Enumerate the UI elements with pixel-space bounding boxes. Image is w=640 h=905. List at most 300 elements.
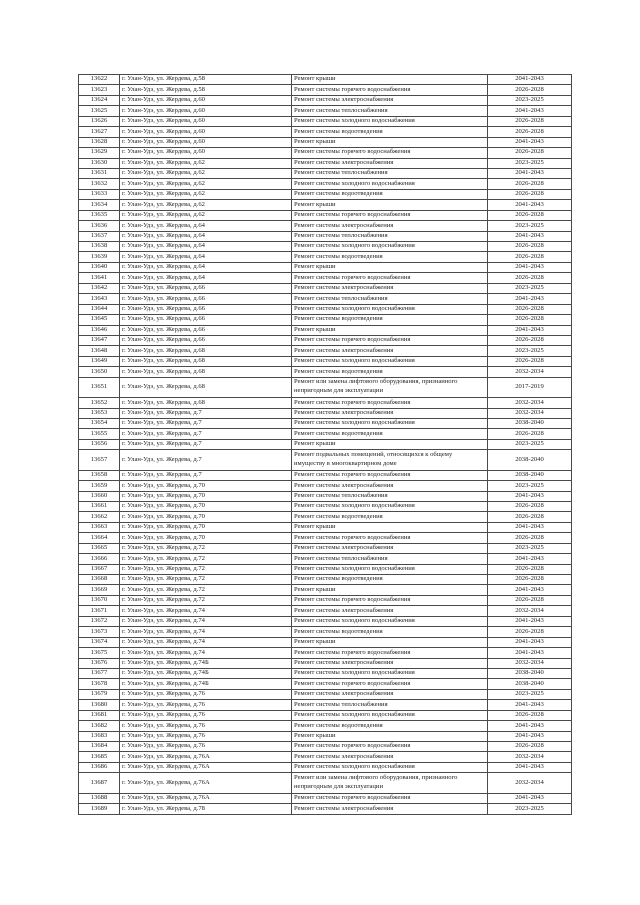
table-row [79, 75, 572, 85]
work-type-cell: Ремонт системы водоотведения [292, 429, 488, 439]
period-cell: 2041-2043 [488, 721, 572, 731]
row-number-cell: 13629 [79, 148, 120, 158]
work-type-cell: Ремонт крыши [292, 522, 488, 532]
table-row [79, 512, 572, 522]
row-number-cell: 13644 [79, 304, 120, 314]
address-cell: г. Улан-Удэ, ул. Жердева, д.70 [120, 512, 292, 522]
work-type-cell: Ремонт или замена лифтового оборудования, признанного непригодным для эксплуатации [292, 773, 488, 793]
period-cell: 2041-2043 [488, 262, 572, 272]
table-row [79, 481, 572, 491]
row-number-cell: 13625 [79, 106, 120, 116]
table-row [79, 367, 572, 377]
table-row [79, 637, 572, 647]
table-row [79, 793, 572, 803]
period-cell: 2032-2034 [488, 398, 572, 408]
address-cell: г. Улан-Удэ, ул. Жердева, д.76 [120, 700, 292, 710]
row-number-cell: 13643 [79, 294, 120, 304]
address-cell: г. Улан-Удэ, ул. Жердева, д.72 [120, 575, 292, 585]
address-cell: г. Улан-Удэ, ул. Жердева, д.7 [120, 408, 292, 418]
work-type-cell: Ремонт системы электроснабжения [292, 804, 488, 814]
row-number-cell: 13634 [79, 200, 120, 210]
table-row [79, 189, 572, 199]
address-cell: г. Улан-Удэ, ул. Жердева, д.68 [120, 367, 292, 377]
work-type-cell: Ремонт системы электроснабжения [292, 606, 488, 616]
row-number-cell: 13663 [79, 522, 120, 532]
address-cell: г. Улан-Удэ, ул. Жердева, д.74 [120, 606, 292, 616]
table-row [79, 752, 572, 762]
table-row [79, 418, 572, 428]
address-cell: г. Улан-Удэ, ул. Жердева, д.64 [120, 221, 292, 231]
period-cell: 2041-2043 [488, 106, 572, 116]
row-number-cell: 13662 [79, 512, 120, 522]
table-row [79, 85, 572, 95]
table-row [79, 470, 572, 480]
row-number-cell: 13670 [79, 595, 120, 605]
period-cell: 2026-2028 [488, 533, 572, 543]
address-cell: г. Улан-Удэ, ул. Жердева, д.62 [120, 200, 292, 210]
work-type-cell: Ремонт системы электроснабжения [292, 346, 488, 356]
table-row [79, 179, 572, 189]
row-number-cell: 13650 [79, 367, 120, 377]
address-cell: г. Улан-Удэ, ул. Жердева, д.58 [120, 75, 292, 85]
address-cell: г. Улан-Удэ, ул. Жердева, д.60 [120, 116, 292, 126]
period-cell: 2023-2025 [488, 346, 572, 356]
address-cell: г. Улан-Удэ, ул. Жердева, д.72 [120, 554, 292, 564]
work-type-cell: Ремонт системы водоотведения [292, 512, 488, 522]
row-number-cell: 13624 [79, 95, 120, 105]
table-row [79, 710, 572, 720]
table-row [79, 762, 572, 772]
row-number-cell: 13648 [79, 346, 120, 356]
work-type-cell: Ремонт системы горячего водоснабжения [292, 648, 488, 658]
row-number-cell: 13632 [79, 179, 120, 189]
address-cell: г. Улан-Удэ, ул. Жердева, д.70 [120, 501, 292, 511]
address-cell: г. Улан-Удэ, ул. Жердева, д.74 [120, 616, 292, 626]
address-cell: г. Улан-Удэ, ул. Жердева, д.62 [120, 168, 292, 178]
address-cell: г. Улан-Удэ, ул. Жердева, д.60 [120, 106, 292, 116]
row-number-cell: 13664 [79, 533, 120, 543]
period-cell: 2026-2028 [488, 210, 572, 220]
work-type-cell: Ремонт системы горячего водоснабжения [292, 210, 488, 220]
period-cell: 2023-2025 [488, 481, 572, 491]
row-number-cell: 13623 [79, 85, 120, 95]
work-type-cell: Ремонт системы электроснабжения [292, 283, 488, 293]
work-type-cell: Ремонт системы теплоснабжения [292, 294, 488, 304]
row-number-cell: 13653 [79, 408, 120, 418]
period-cell: 2026-2028 [488, 148, 572, 158]
work-type-cell: Ремонт крыши [292, 637, 488, 647]
work-type-cell: Ремонт системы горячего водоснабжения [292, 742, 488, 752]
table-row [79, 137, 572, 147]
row-number-cell: 13687 [79, 773, 120, 793]
period-cell: 2038-2040 [488, 668, 572, 678]
period-cell: 2026-2028 [488, 315, 572, 325]
address-cell: г. Улан-Удэ, ул. Жердева, д.72 [120, 564, 292, 574]
work-type-cell: Ремонт системы электроснабжения [292, 543, 488, 553]
table-row [79, 315, 572, 325]
work-type-cell: Ремонт системы горячего водоснабжения [292, 470, 488, 480]
period-cell: 2038-2040 [488, 679, 572, 689]
period-cell: 2026-2028 [488, 710, 572, 720]
table-row [79, 210, 572, 220]
period-cell: 2041-2043 [488, 616, 572, 626]
address-cell: г. Улан-Удэ, ул. Жердева, д.7 [120, 418, 292, 428]
row-number-cell: 13665 [79, 543, 120, 553]
table-row [79, 564, 572, 574]
row-number-cell: 13676 [79, 658, 120, 668]
work-type-cell: Ремонт системы теплоснабжения [292, 231, 488, 241]
table-row [79, 627, 572, 637]
work-type-cell: Ремонт системы горячего водоснабжения [292, 595, 488, 605]
work-type-cell: Ремонт системы холодного водоснабжения [292, 242, 488, 252]
work-type-cell: Ремонт системы электроснабжения [292, 752, 488, 762]
work-type-cell: Ремонт системы электроснабжения [292, 158, 488, 168]
table-row [79, 585, 572, 595]
period-cell: 2038-2040 [488, 470, 572, 480]
table-row [79, 242, 572, 252]
row-number-cell: 13680 [79, 700, 120, 710]
work-type-cell: Ремонт крыши [292, 325, 488, 335]
table-row [79, 543, 572, 553]
table-row [79, 168, 572, 178]
address-cell: г. Улан-Удэ, ул. Жердева, д.70 [120, 491, 292, 501]
address-cell: г. Улан-Удэ, ул. Жердева, д.76 [120, 742, 292, 752]
table-row [79, 533, 572, 543]
row-number-cell: 13645 [79, 315, 120, 325]
work-type-cell: Ремонт системы холодного водоснабжения [292, 564, 488, 574]
address-cell: г. Улан-Удэ, ул. Жердева, д.76 [120, 731, 292, 741]
work-type-cell: Ремонт системы холодного водоснабжения [292, 304, 488, 314]
row-number-cell: 13628 [79, 137, 120, 147]
work-type-cell: Ремонт системы холодного водоснабжения [292, 418, 488, 428]
address-cell: г. Улан-Удэ, ул. Жердева, д.62 [120, 179, 292, 189]
period-cell: 2032-2034 [488, 606, 572, 616]
row-number-cell: 13655 [79, 429, 120, 439]
row-number-cell: 13673 [79, 627, 120, 637]
address-cell: г. Улан-Удэ, ул. Жердева, д.66 [120, 283, 292, 293]
work-type-cell: Ремонт крыши [292, 439, 488, 449]
address-cell: г. Улан-Удэ, ул. Жердева, д.68 [120, 356, 292, 366]
address-cell: г. Улан-Удэ, ул. Жердева, д.76 [120, 721, 292, 731]
period-cell: 2023-2025 [488, 689, 572, 699]
work-type-cell: Ремонт системы водоотведения [292, 627, 488, 637]
row-number-cell: 13678 [79, 679, 120, 689]
address-cell: г. Улан-Удэ, ул. Жердева, д.74 [120, 648, 292, 658]
row-number-cell: 13642 [79, 283, 120, 293]
address-cell: г. Улан-Удэ, ул. Жердева, д.72 [120, 585, 292, 595]
period-cell: 2041-2043 [488, 522, 572, 532]
table-row [79, 689, 572, 699]
row-number-cell: 13635 [79, 210, 120, 220]
table-row [79, 335, 572, 345]
table-row [79, 158, 572, 168]
row-number-cell: 13627 [79, 127, 120, 137]
period-cell: 2041-2043 [488, 325, 572, 335]
table-row [79, 501, 572, 511]
address-cell: г. Улан-Удэ, ул. Жердева, д.68 [120, 346, 292, 356]
period-cell: 2026-2028 [488, 356, 572, 366]
work-type-cell: Ремонт системы горячего водоснабжения [292, 398, 488, 408]
address-cell: г. Улан-Удэ, ул. Жердева, д.78 [120, 804, 292, 814]
work-type-cell: Ремонт системы холодного водоснабжения [292, 668, 488, 678]
address-cell: г. Улан-Удэ, ул. Жердева, д.7 [120, 439, 292, 449]
address-cell: г. Улан-Удэ, ул. Жердева, д.58 [120, 85, 292, 95]
table-row [79, 606, 572, 616]
table-row [79, 595, 572, 605]
table-row [79, 408, 572, 418]
address-cell: г. Улан-Удэ, ул. Жердева, д.76А [120, 752, 292, 762]
work-type-cell: Ремонт системы горячего водоснабжения [292, 679, 488, 689]
row-number-cell: 13633 [79, 189, 120, 199]
table-row [79, 116, 572, 126]
address-cell: г. Улан-Удэ, ул. Жердева, д.62 [120, 158, 292, 168]
address-cell: г. Улан-Удэ, ул. Жердева, д.74Б [120, 658, 292, 668]
address-cell: г. Улан-Удэ, ул. Жердева, д.70 [120, 533, 292, 543]
period-cell: 2023-2025 [488, 543, 572, 553]
table-row [79, 283, 572, 293]
period-cell: 2023-2025 [488, 283, 572, 293]
period-cell: 2026-2028 [488, 304, 572, 314]
address-cell: г. Улан-Удэ, ул. Жердева, д.70 [120, 481, 292, 491]
address-cell: г. Улан-Удэ, ул. Жердева, д.66 [120, 294, 292, 304]
table-row [79, 398, 572, 408]
row-number-cell: 13630 [79, 158, 120, 168]
row-number-cell: 13660 [79, 491, 120, 501]
table-body [79, 75, 572, 815]
address-cell: г. Улан-Удэ, ул. Жердева, д.64 [120, 231, 292, 241]
period-cell: 2041-2043 [488, 762, 572, 772]
work-type-cell: Ремонт или замена лифтового оборудования, признанного непригодным для эксплуатации [292, 377, 488, 397]
table-row [79, 346, 572, 356]
period-cell: 2032-2034 [488, 773, 572, 793]
period-cell: 2038-2040 [488, 418, 572, 428]
table-row [79, 731, 572, 741]
table-row [79, 262, 572, 272]
table-row [79, 95, 572, 105]
table-row [79, 658, 572, 668]
address-cell: г. Улан-Удэ, ул. Жердева, д.60 [120, 95, 292, 105]
work-type-cell: Ремонт системы горячего водоснабжения [292, 335, 488, 345]
address-cell: г. Улан-Удэ, ул. Жердева, д.74Б [120, 679, 292, 689]
row-number-cell: 13684 [79, 742, 120, 752]
address-cell: г. Улан-Удэ, ул. Жердева, д.66 [120, 325, 292, 335]
row-number-cell: 13689 [79, 804, 120, 814]
address-cell: г. Улан-Удэ, ул. Жердева, д.76А [120, 793, 292, 803]
work-type-cell: Ремонт системы теплоснабжения [292, 168, 488, 178]
address-cell: г. Улан-Удэ, ул. Жердева, д.64 [120, 242, 292, 252]
row-number-cell: 13647 [79, 335, 120, 345]
period-cell: 2026-2028 [488, 252, 572, 262]
work-type-cell: Ремонт системы горячего водоснабжения [292, 148, 488, 158]
capital-repair-table [78, 74, 572, 815]
period-cell: 2041-2043 [488, 168, 572, 178]
period-cell: 2041-2043 [488, 793, 572, 803]
row-number-cell: 13677 [79, 668, 120, 678]
period-cell: 2023-2025 [488, 439, 572, 449]
address-cell: г. Улан-Удэ, ул. Жердева, д.74 [120, 637, 292, 647]
row-number-cell: 13666 [79, 554, 120, 564]
row-number-cell: 13622 [79, 75, 120, 85]
period-cell: 2023-2025 [488, 95, 572, 105]
work-type-cell: Ремонт системы электроснабжения [292, 221, 488, 231]
row-number-cell: 13640 [79, 262, 120, 272]
table-row [79, 575, 572, 585]
work-type-cell: Ремонт системы холодного водоснабжения [292, 710, 488, 720]
period-cell: 2041-2043 [488, 200, 572, 210]
work-type-cell: Ремонт крыши [292, 731, 488, 741]
address-cell: г. Улан-Удэ, ул. Жердева, д.7 [120, 470, 292, 480]
address-cell: г. Улан-Удэ, ул. Жердева, д.7 [120, 429, 292, 439]
row-number-cell: 13626 [79, 116, 120, 126]
period-cell: 2026-2028 [488, 742, 572, 752]
row-number-cell: 13649 [79, 356, 120, 366]
period-cell: 2041-2043 [488, 554, 572, 564]
table-row [79, 439, 572, 449]
period-cell: 2032-2034 [488, 752, 572, 762]
period-cell: 2041-2043 [488, 637, 572, 647]
work-type-cell: Ремонт системы холодного водоснабжения [292, 179, 488, 189]
work-type-cell: Ремонт крыши [292, 200, 488, 210]
work-type-cell: Ремонт системы электроснабжения [292, 658, 488, 668]
work-type-cell: Ремонт системы водоотведения [292, 189, 488, 199]
table-row [79, 450, 572, 470]
address-cell: г. Улан-Удэ, ул. Жердева, д.66 [120, 304, 292, 314]
work-type-cell: Ремонт крыши [292, 75, 488, 85]
row-number-cell: 13636 [79, 221, 120, 231]
period-cell: 2026-2028 [488, 575, 572, 585]
address-cell: г. Улан-Удэ, ул. Жердева, д.68 [120, 377, 292, 397]
row-number-cell: 13656 [79, 439, 120, 449]
address-cell: г. Улан-Удэ, ул. Жердева, д.60 [120, 148, 292, 158]
work-type-cell: Ремонт системы теплоснабжения [292, 491, 488, 501]
row-number-cell: 13686 [79, 762, 120, 772]
table-row [79, 679, 572, 689]
period-cell: 2026-2028 [488, 512, 572, 522]
work-type-cell: Ремонт крыши [292, 137, 488, 147]
address-cell: г. Улан-Удэ, ул. Жердева, д.68 [120, 398, 292, 408]
work-type-cell: Ремонт системы электроснабжения [292, 481, 488, 491]
period-cell: 2026-2028 [488, 273, 572, 283]
row-number-cell: 13638 [79, 242, 120, 252]
work-type-cell: Ремонт системы горячего водоснабжения [292, 793, 488, 803]
work-type-cell: Ремонт подвальных помещений, относящихся к общему имуществу в многоквартирном доме [292, 450, 488, 470]
address-cell: г. Улан-Удэ, ул. Жердева, д.76 [120, 689, 292, 699]
work-type-cell: Ремонт системы холодного водоснабжения [292, 356, 488, 366]
period-cell: 2026-2028 [488, 564, 572, 574]
work-type-cell: Ремонт крыши [292, 585, 488, 595]
period-cell: 2026-2028 [488, 429, 572, 439]
period-cell: 2026-2028 [488, 189, 572, 199]
work-type-cell: Ремонт системы водоотведения [292, 367, 488, 377]
table-row [79, 700, 572, 710]
address-cell: г. Улан-Удэ, ул. Жердева, д.74 [120, 627, 292, 637]
work-type-cell: Ремонт системы теплоснабжения [292, 554, 488, 564]
table-row [79, 106, 572, 116]
work-type-cell: Ремонт системы водоотведения [292, 575, 488, 585]
row-number-cell: 13685 [79, 752, 120, 762]
address-cell: г. Улан-Удэ, ул. Жердева, д.66 [120, 315, 292, 325]
period-cell: 2038-2040 [488, 450, 572, 470]
row-number-cell: 13657 [79, 450, 120, 470]
row-number-cell: 13641 [79, 273, 120, 283]
table-row [79, 429, 572, 439]
table-row [79, 377, 572, 397]
period-cell: 2041-2043 [488, 731, 572, 741]
period-cell: 2032-2034 [488, 408, 572, 418]
row-number-cell: 13659 [79, 481, 120, 491]
table-row [79, 356, 572, 366]
address-cell: г. Улан-Удэ, ул. Жердева, д.64 [120, 252, 292, 262]
period-cell: 2026-2028 [488, 85, 572, 95]
address-cell: г. Улан-Удэ, ул. Жердева, д.76 [120, 710, 292, 720]
address-cell: г. Улан-Удэ, ул. Жердева, д.70 [120, 522, 292, 532]
address-cell: г. Улан-Удэ, ул. Жердева, д.76А [120, 773, 292, 793]
address-cell: г. Улан-Удэ, ул. Жердева, д.76А [120, 762, 292, 772]
table-row [79, 668, 572, 678]
row-number-cell: 13658 [79, 470, 120, 480]
period-cell: 2023-2025 [488, 804, 572, 814]
period-cell: 2041-2043 [488, 700, 572, 710]
period-cell: 2041-2043 [488, 648, 572, 658]
period-cell: 2026-2028 [488, 335, 572, 345]
table-row [79, 491, 572, 501]
row-number-cell: 13654 [79, 418, 120, 428]
period-cell: 2041-2043 [488, 137, 572, 147]
table-row [79, 522, 572, 532]
period-cell: 2041-2043 [488, 491, 572, 501]
row-number-cell: 13675 [79, 648, 120, 658]
address-cell: г. Улан-Удэ, ул. Жердева, д.60 [120, 137, 292, 147]
period-cell: 2041-2043 [488, 231, 572, 241]
work-type-cell: Ремонт системы горячего водоснабжения [292, 533, 488, 543]
table-row [79, 200, 572, 210]
address-cell: г. Улан-Удэ, ул. Жердева, д.64 [120, 262, 292, 272]
row-number-cell: 13672 [79, 616, 120, 626]
period-cell: 2041-2043 [488, 75, 572, 85]
row-number-cell: 13683 [79, 731, 120, 741]
period-cell: 2026-2028 [488, 179, 572, 189]
row-number-cell: 13674 [79, 637, 120, 647]
table-row [79, 148, 572, 158]
work-type-cell: Ремонт системы теплоснабжения [292, 700, 488, 710]
period-cell: 2041-2043 [488, 294, 572, 304]
address-cell: г. Улан-Удэ, ул. Жердева, д.7 [120, 450, 292, 470]
table-row [79, 773, 572, 793]
work-type-cell: Ремонт системы холодного водоснабжения [292, 116, 488, 126]
address-cell: г. Улан-Удэ, ул. Жердева, д.72 [120, 543, 292, 553]
address-cell: г. Улан-Удэ, ул. Жердева, д.72 [120, 595, 292, 605]
period-cell: 2041-2043 [488, 585, 572, 595]
table-row [79, 742, 572, 752]
period-cell: 2026-2028 [488, 501, 572, 511]
period-cell: 2023-2025 [488, 158, 572, 168]
row-number-cell: 13667 [79, 564, 120, 574]
row-number-cell: 13652 [79, 398, 120, 408]
row-number-cell: 13688 [79, 793, 120, 803]
work-type-cell: Ремонт системы водоотведения [292, 721, 488, 731]
row-number-cell: 13681 [79, 710, 120, 720]
row-number-cell: 13679 [79, 689, 120, 699]
table-row [79, 231, 572, 241]
period-cell: 2026-2028 [488, 127, 572, 137]
work-type-cell: Ремонт системы холодного водоснабжения [292, 501, 488, 511]
period-cell: 2026-2028 [488, 627, 572, 637]
period-cell: 2026-2028 [488, 242, 572, 252]
period-cell: 2032-2034 [488, 658, 572, 668]
period-cell: 2017-2019 [488, 377, 572, 397]
row-number-cell: 13661 [79, 501, 120, 511]
work-type-cell: Ремонт системы холодного водоснабжения [292, 616, 488, 626]
